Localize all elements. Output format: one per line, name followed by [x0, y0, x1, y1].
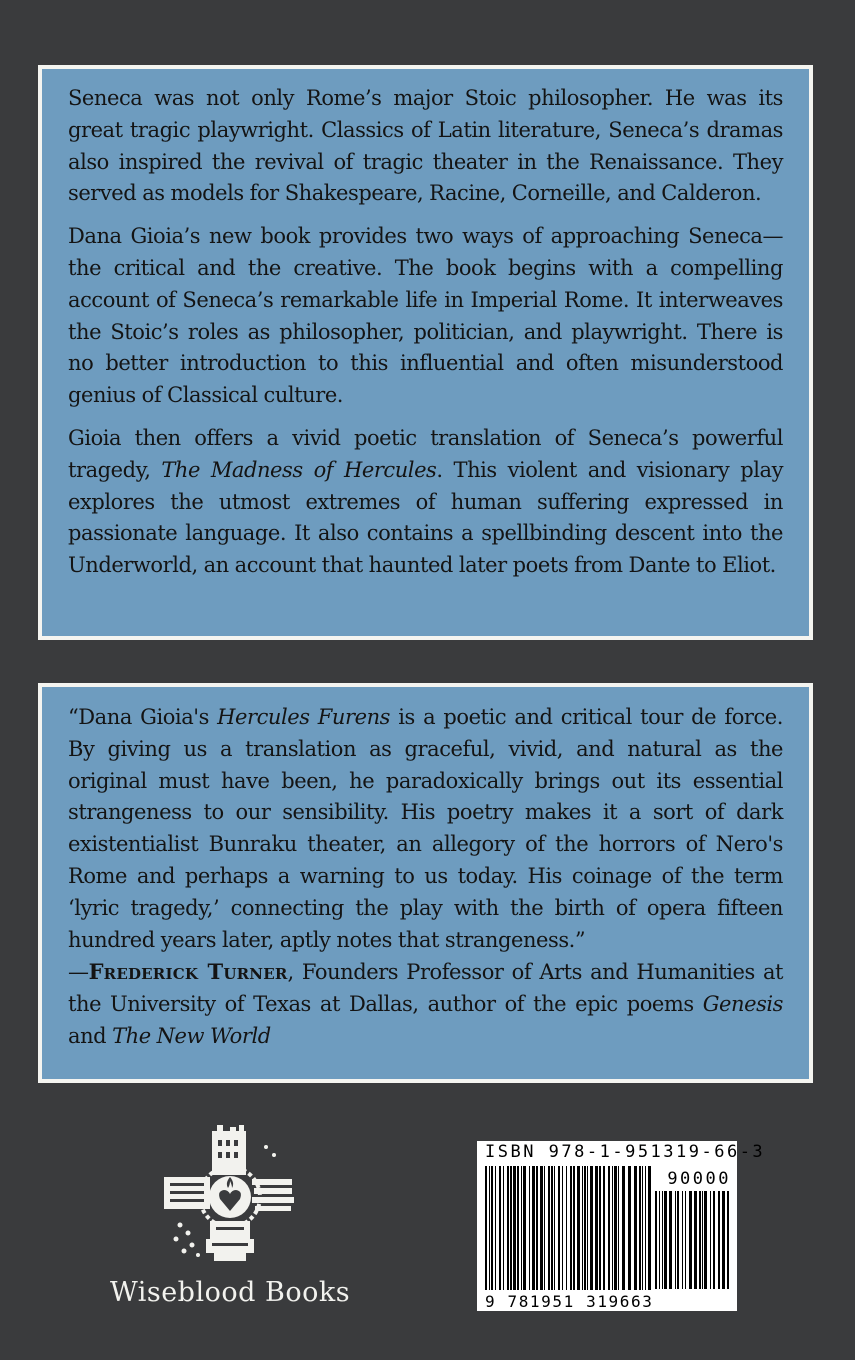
quote-end: is a poetic and critical tour de force. By giving us a translation as graceful, vivid, and natural as the original must have been, he paradoxically brings out its essential strangeness to our sensibility. His poetry makes it a sort of dark existentialist Bunraku theater, an allegory of the horrors of Nero's Rome and perhaps a warning to us today. His coinage of the term ‘lyric tragedy,’ connecting the play with the birth of opera fifteen hundred years later, aptly notes that strangeness.”: [68, 705, 784, 952]
description-paragraph-1: Seneca was not only Rome’s major Stoic philosopher. He was its great tragic playwright. Classics of Latin literature, Seneca’s dramas also inspired the revival of tragic theater in the Renaissance. They served as models for Shakespeare, Racine, Corneille, and Calderon.: [68, 86, 783, 206]
quote-book-title: Hercules Furens: [217, 705, 390, 729]
endorser-name: Frederick Turner: [88, 959, 288, 985]
endorsement-panel: [38, 683, 813, 1083]
attribution-and: and: [68, 1023, 113, 1048]
publisher-name: Wiseblood Books: [109, 1277, 351, 1308]
paragraph-3-text-end: . This violent and visionary play explores the utmost extremes of human suffering expressed in passionate language. It also contains a spellbinding descent into the Underworld, an account that haunted later poets from Dante to Eliot.: [68, 457, 783, 578]
work-title-1: Genesis: [702, 992, 783, 1017]
quote-start: “Dana Gioia's: [68, 705, 218, 729]
publisher-logo: [100, 1125, 360, 1325]
endorsement-quote: [68, 702, 783, 956]
play-title: The Madness of Hercules: [161, 457, 437, 482]
endorser-affiliation: , Founders Professor of Arts and Humanities at the University of Texas at Dallas, author of the epic poems: [68, 960, 784, 1017]
barcode-digits: 9 781951 319663: [483, 1292, 660, 1311]
endorsement-attribution: [68, 956, 783, 1052]
addon-barcode-bars: [655, 1191, 729, 1289]
ean-barcode-bars: [485, 1166, 651, 1290]
price-code: 90000: [667, 1169, 731, 1189]
isbn-barcode: [477, 1141, 766, 1311]
attribution-dash: —: [68, 960, 89, 985]
paragraph-3-text-start: Gioia then offers a vivid poetic translation of Seneca’s powerful tragedy,: [68, 425, 783, 482]
work-title-2: The New World: [112, 1023, 271, 1048]
description-paragraph-2: Dana Gioia’s new book provides two ways of approaching Seneca—the critical and the creative. The book begins with a compelling account of Seneca’s remarkable life in Imperial Rome. It interweaves the Stoic’s roles as philosopher, politician, and playwright. There is no better introduction to this influential and often misunderstood genius of Classical culture.: [68, 224, 783, 408]
description-paragraph-3: [68, 423, 783, 582]
sacred-heart-cross-icon: [162, 1125, 298, 1275]
isbn-number: ISBN 978-1-951319-66-3: [485, 1142, 766, 1162]
description-panel: [38, 65, 813, 640]
